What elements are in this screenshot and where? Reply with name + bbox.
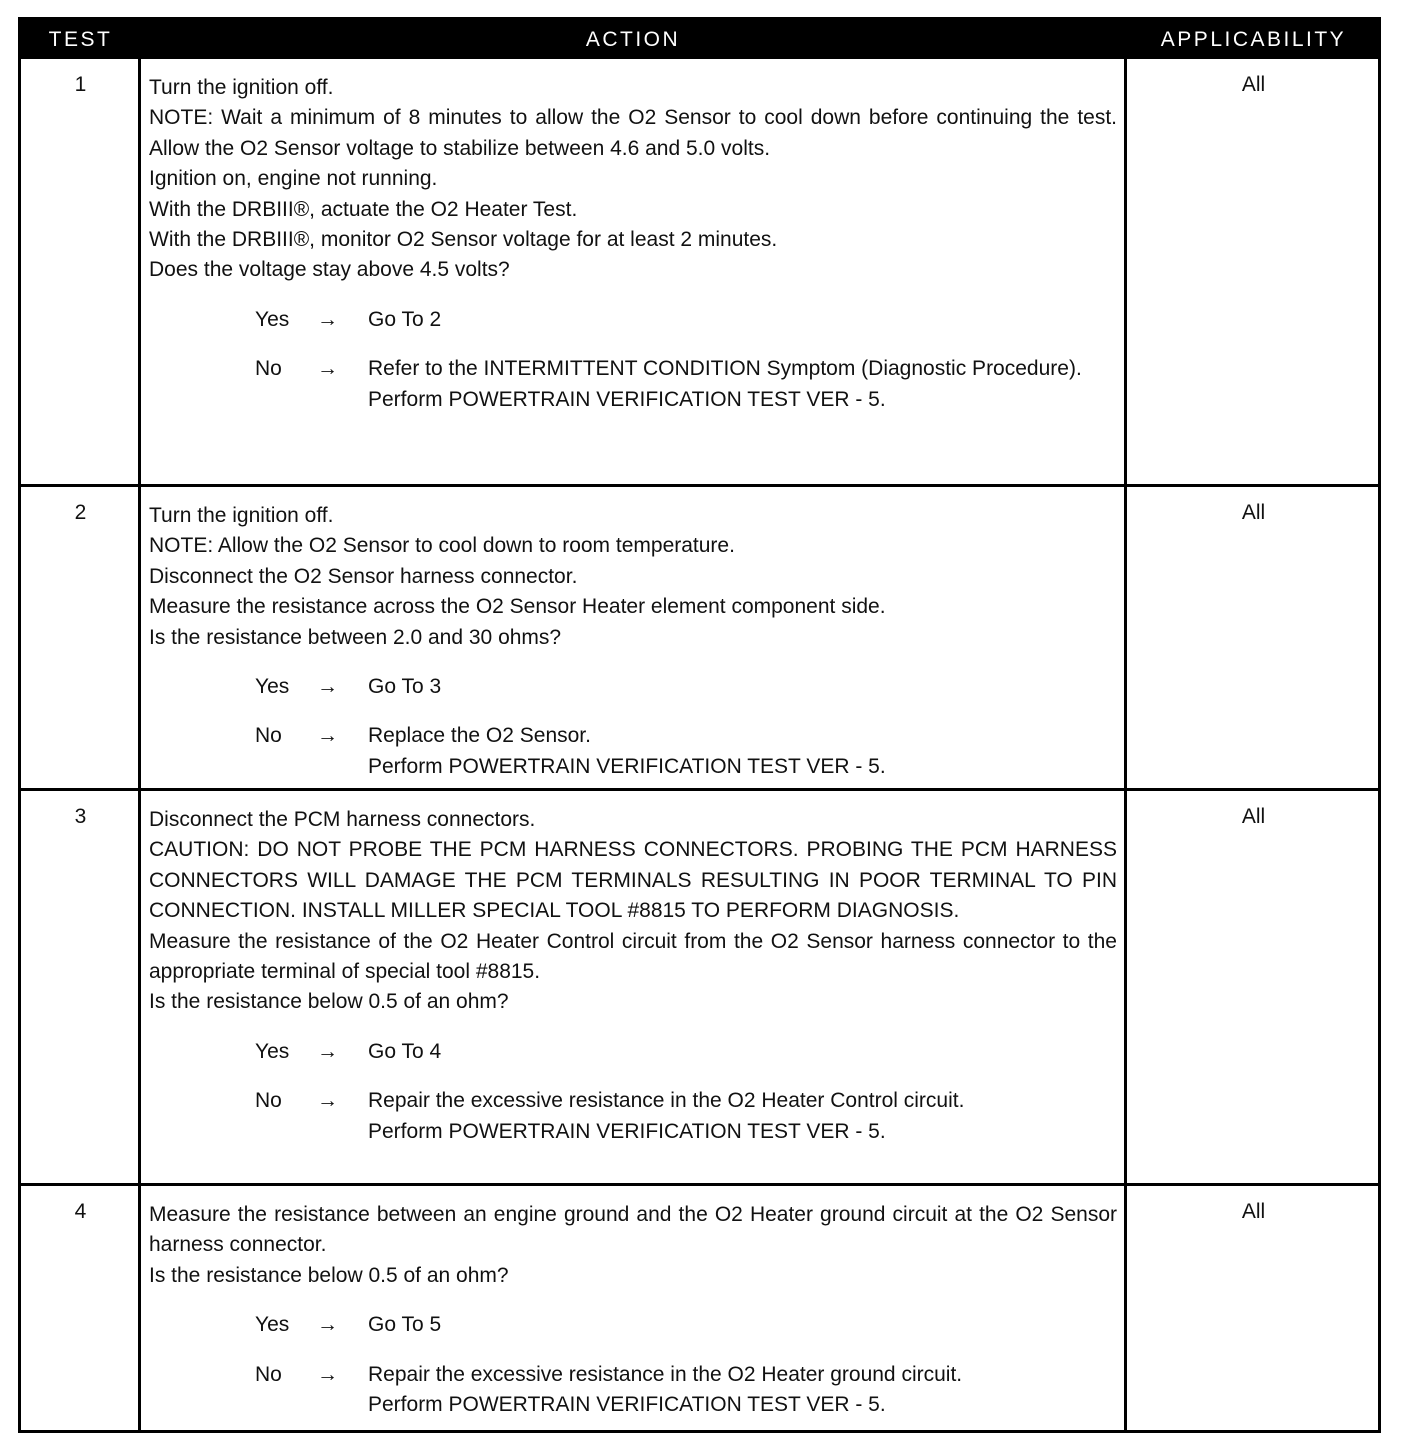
no-label: No (255, 724, 282, 748)
yes-label: Yes (255, 675, 290, 699)
action-line: Disconnect the O2 Sensor harness connector. (149, 564, 578, 588)
action-cell (149, 1200, 1117, 1420)
arrow-right-icon: → (317, 1362, 338, 1386)
no-result: Perform POWERTRAIN VERIFICATION TEST VER - 5. (368, 754, 886, 778)
action-cell (149, 73, 1117, 415)
table-row-test-1 (21, 59, 1378, 487)
action-caution: CAUTION: DO NOT PROBE THE PCM HARNESS CONNECTORS. PROBING THE PCM HARNESS CONNECTORS WILL DAMAGE THE PCM TERMINALS RESULTING IN POOR TERMINAL TO PIN CONNECTION. INSTALL MILLER SPECIAL TOOL #8815 TO PERFORM DIAGNOSIS. (149, 838, 1117, 923)
action-line: Disconnect the PCM harness connectors. (149, 808, 536, 831)
no-result: Perform POWERTRAIN VERIFICATION TEST VER - 5. (368, 1393, 886, 1417)
action-question: Does the voltage stay above 4.5 volts? (149, 258, 510, 282)
no-label: No (255, 1362, 282, 1386)
action-question: Is the resistance below 0.5 of an ohm? (149, 1263, 509, 1287)
header-applicability: APPLICABILITY (1160, 28, 1347, 51)
no-branch (149, 721, 1117, 782)
yes-result: Go To 3 (368, 675, 442, 699)
no-branch (149, 1086, 1117, 1147)
test-number: 4 (74, 1200, 87, 1223)
table-row-test-4 (21, 1183, 1378, 1430)
yes-result: Go To 4 (368, 1039, 442, 1063)
test-number: 3 (74, 805, 87, 828)
yes-label: Yes (255, 1039, 290, 1063)
yes-label: Yes (255, 307, 290, 331)
arrow-right-icon: → (317, 724, 338, 748)
yes-branch (149, 305, 1117, 335)
arrow-right-icon: → (317, 307, 338, 331)
table-row-test-2 (21, 484, 1378, 790)
action-line: Measure the resistance across the O2 Sensor Heater element component side. (149, 595, 886, 619)
yes-result: Go To 5 (368, 1313, 442, 1337)
action-line: Ignition on, engine not running. (149, 167, 438, 191)
yes-branch (149, 672, 1117, 702)
applicability-value: All (1241, 73, 1266, 96)
arrow-right-icon: → (317, 1089, 338, 1113)
no-label: No (255, 1089, 282, 1113)
action-line: Turn the ignition off. (149, 504, 334, 527)
arrow-right-icon: → (317, 675, 338, 699)
applicability-value: All (1241, 1200, 1266, 1223)
table-row-test-3 (21, 788, 1378, 1185)
test-number: 1 (74, 73, 87, 96)
action-cell (149, 501, 1117, 782)
no-result: Perform POWERTRAIN VERIFICATION TEST VER - 5. (368, 1119, 886, 1143)
header-action: ACTION (585, 28, 681, 51)
action-line: Turn the ignition off. (149, 76, 334, 99)
no-label: No (255, 357, 282, 381)
yes-branch (149, 1310, 1117, 1340)
action-cell (149, 805, 1117, 1147)
action-line: With the DRBIII®, monitor O2 Sensor voltage for at least 2 minutes. (149, 228, 778, 252)
action-line: Measure the resistance of the O2 Heater Control circuit from the O2 Sensor harness connector to the appropriate terminal of special tool #8815. (149, 929, 1117, 984)
no-result: Repair the excessive resistance in the O2 Heater Control circuit. (368, 1089, 965, 1113)
no-result: Perform POWERTRAIN VERIFICATION TEST VER - 5. (368, 387, 886, 411)
table-header (21, 20, 1378, 59)
no-result: Repair the excessive resistance in the O2 Heater ground circuit. (368, 1362, 963, 1386)
action-note: NOTE: Wait a minimum of 8 minutes to allow the O2 Sensor to cool down before continuing the test. Allow the O2 Sensor voltage to stabilize between 4.6 and 5.0 volts. (149, 106, 1117, 160)
action-line: With the DRBIII®, actuate the O2 Heater Test. (149, 197, 578, 221)
arrow-right-icon: → (317, 1313, 338, 1337)
no-branch (149, 354, 1117, 415)
action-question: Is the resistance below 0.5 of an ohm? (149, 990, 509, 1014)
header-test: TEST (48, 28, 113, 51)
yes-branch (149, 1037, 1117, 1067)
test-number: 2 (74, 501, 87, 524)
diagnostic-test-table (18, 17, 1381, 1433)
yes-label: Yes (255, 1313, 290, 1337)
action-note: NOTE: Allow the O2 Sensor to cool down to room temperature. (149, 534, 735, 558)
action-question: Is the resistance between 2.0 and 30 ohms? (149, 625, 562, 649)
applicability-value: All (1241, 501, 1266, 524)
action-line: Measure the resistance between an engine ground and the O2 Heater ground circuit at the O2 Sensor harness connector. (149, 1203, 1117, 1257)
yes-result: Go To 2 (368, 307, 442, 331)
arrow-right-icon: → (317, 357, 338, 381)
applicability-value: All (1241, 805, 1266, 828)
no-branch (149, 1360, 1117, 1421)
no-result: Refer to the INTERMITTENT CONDITION Symptom (Diagnostic Procedure). (368, 357, 1082, 381)
no-result: Replace the O2 Sensor. (368, 724, 591, 748)
arrow-right-icon: → (317, 1039, 338, 1063)
